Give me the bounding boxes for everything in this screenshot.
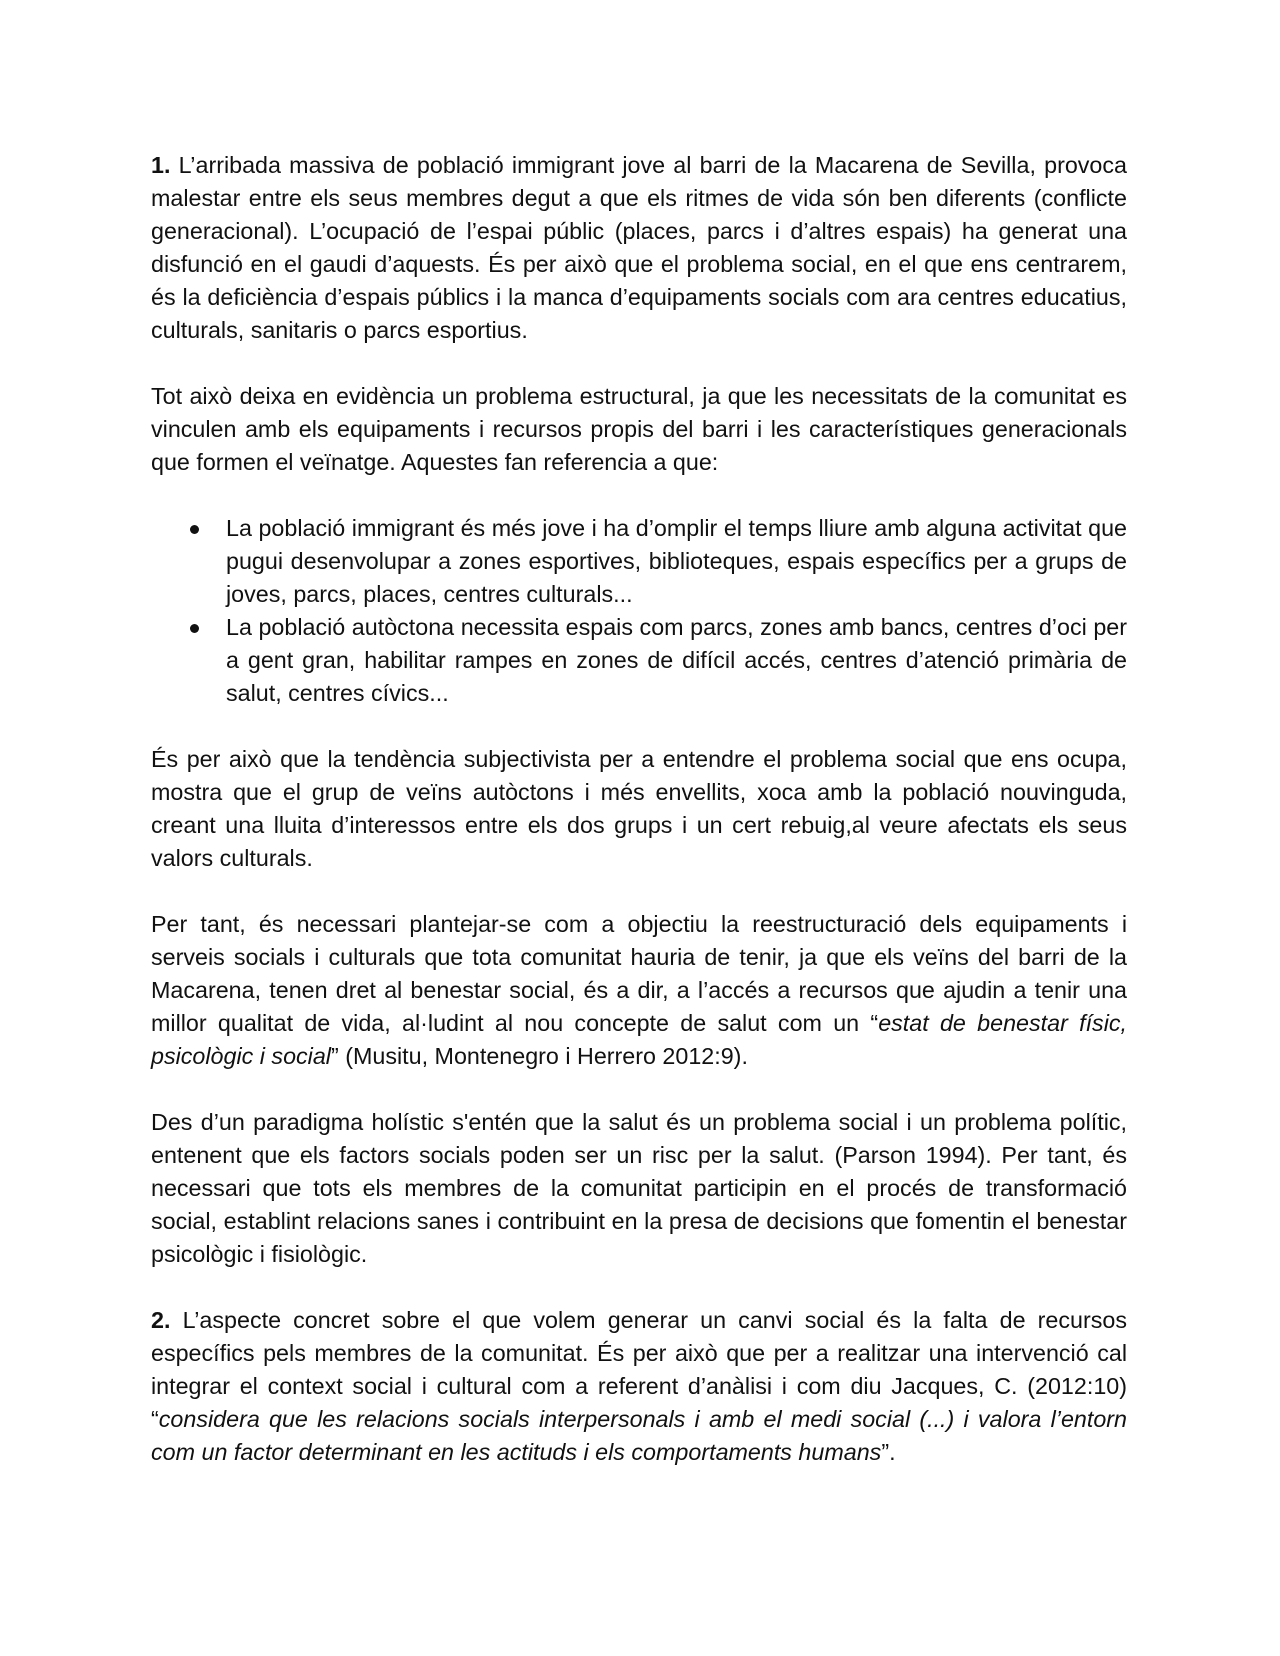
- paragraph-6-end: ”.: [881, 1439, 896, 1465]
- paragraph-4-quote: estat de benestar físic, psicològic i social: [151, 1010, 1127, 1069]
- paragraph-6-quote: considera que les relacions socials interpersonals i amb el medi social (...) i valora l’entorn com un factor determinant en les actituds i els comportaments humans: [151, 1406, 1127, 1465]
- paragraph-4: [151, 908, 1127, 1073]
- paragraph-1: [151, 149, 1127, 347]
- paragraph-4-text: Per tant, és necessari plantejar-se com a objectiu la reestructuració dels equipaments i serveis socials i culturals que tota comunitat hauria de tenir, ja que els veïns del barri de la Macarena, tenen dret al benestar social, és a dir, a l’accés a recursos que ajudin a tenir una millor qualitat de vida, al·ludint al nou concepte de salut com un “: [151, 911, 1127, 1036]
- list-item-text: La població autòctona necessita espais com parcs, zones amb bancs, centres d’oci per a gent gran, habilitar rampes en zones de difícil accés, centres d’atenció primària de salut, centres cívics...: [226, 614, 1127, 706]
- list-item: [151, 512, 1127, 611]
- paragraph-3: És per això que la tendència subjectivista per a entendre el problema social que ens ocupa, mostra que el grup de veïns autòctons i més envellits, xoca amb la població nouvinguda, creant una lluita d’interessos entre els dos grups i un cert rebuig,al veure afectats els seus valors culturals.: [151, 746, 1127, 871]
- paragraph-6: [151, 1304, 1127, 1469]
- list-item-text: La població immigrant és més jove i ha d’omplir el temps lliure amb alguna activitat que pugui desenvolupar a zones esportives, biblioteques, espais específics per a grups de joves, parcs, places, centres culturals...: [226, 515, 1127, 607]
- paragraph-2: Tot això deixa en evidència un problema estructural, ja que les necessitats de la comunitat es vinculen amb els equipaments i recursos propis del barri i les característiques generacionals que formen el veïnatge. Aquestes fan referencia a que:: [151, 383, 1127, 475]
- bullet-list: [151, 512, 1127, 710]
- bullet-icon: [190, 525, 199, 534]
- list-item: [151, 611, 1127, 710]
- document-page: [151, 149, 1127, 1502]
- paragraph-1-text: L’arribada massiva de població immigrant jove al barri de la Macarena de Sevilla, provoca malestar entre els seus membres degut a que els ritmes de vida són ben diferents (conflicte generacional). L’ocupació de l’espai públic (places, parcs i d’altres espais) ha generat una disfunció en el gaudi d’aquests. És per això que el problema social, en el que ens centrarem, és la deficiència d’espais públics i la manca d’equipaments socials com ara centres educatius, culturals, sanitaris o parcs esportius.: [151, 152, 1127, 343]
- paragraph-5: Des d’un paradigma holístic s'entén que la salut és un problema social i un problema polític, entenent que els factors socials poden ser un risc per la salut. (Parson 1994). Per tant, és necessari que tots els membres de la comunitat participin en el procés de transformació social, establint relacions sanes i contribuint en la presa de decisions que fomentin el benestar psicològic i fisiològic.: [151, 1109, 1127, 1267]
- section-number-2: 2.: [151, 1307, 171, 1333]
- paragraph-6-text: L’aspecte concret sobre el que volem generar un canvi social és la falta de recursos específics pels membres de la comunitat. És per això que per a realitzar una intervenció cal integrar el context social i cultural com a referent d’anàlisi i com diu Jacques, C. (2012:10) “: [151, 1307, 1127, 1432]
- section-number-1: 1.: [151, 152, 171, 178]
- paragraph-4-citation: ” (Musitu, Montenegro i Herrero 2012:9).: [330, 1043, 748, 1069]
- bullet-icon: [190, 624, 199, 633]
